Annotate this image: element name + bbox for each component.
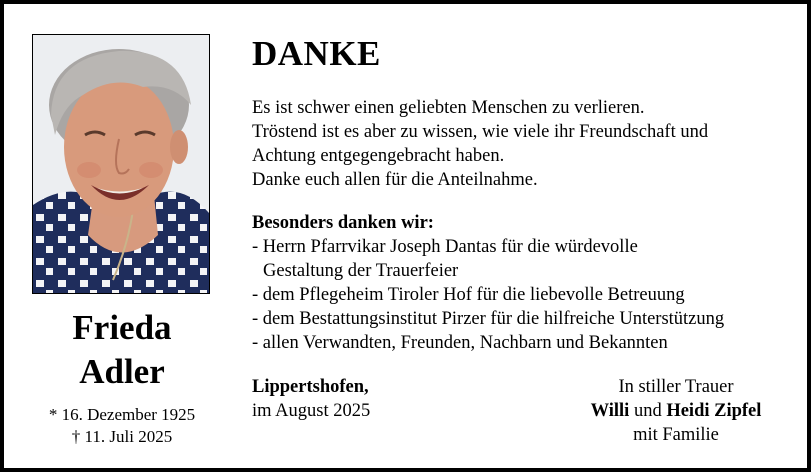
thanks-item-continuation: Gestaltung der Trauerfeier — [263, 261, 459, 281]
headline: DANKE — [252, 34, 381, 73]
mourner-name-willi: Willi — [590, 401, 630, 421]
thanks-item: - Herrn Pfarrvikar Joseph Dantas für die würdevolle — [252, 237, 638, 257]
mourners-family: mit Familie — [633, 425, 719, 445]
thanks-item: - allen Verwandten, Freunden, Nachbarn und Bekannten — [252, 333, 668, 353]
thanks-section — [252, 211, 724, 355]
thanks-item: - dem Bestattungsinstitut Pirzer für die hilfreiche Unterstützung — [252, 309, 725, 329]
place-date: im August 2025 — [252, 401, 371, 421]
place-town: Lippertshofen, — [252, 377, 369, 397]
last-name: Adler — [79, 352, 165, 391]
thanks-heading: Besonders danken wir: — [252, 213, 434, 233]
intro-line: Danke euch allen für die Anteilnahme. — [252, 170, 538, 190]
birth-date: * 16. Dezember 1925 — [48, 405, 196, 424]
death-date: † 11. Juli 2025 — [71, 427, 173, 446]
mourner-name-heidi: Heidi Zipfel — [666, 401, 762, 421]
intro-line: Es ist schwer einen geliebten Menschen zu verlieren. — [252, 98, 645, 118]
mourners-names — [564, 399, 788, 423]
intro-line: Achtung entgegengebracht haben. — [252, 146, 505, 166]
first-name: Frieda — [72, 308, 172, 347]
place-and-date — [252, 375, 370, 423]
intro-line: Tröstend ist es aber zu wissen, wie viele ihr Freundschaft und — [252, 122, 709, 142]
intro-text — [252, 96, 708, 192]
thanks-item: - dem Pflegeheim Tiroler Hof für die liebevolle Betreuung — [252, 285, 685, 305]
mourners-signature — [564, 375, 788, 447]
mourners-intro: In stiller Trauer — [618, 377, 734, 397]
portrait-photo — [32, 34, 210, 294]
mourner-conjunction: und — [633, 401, 662, 421]
